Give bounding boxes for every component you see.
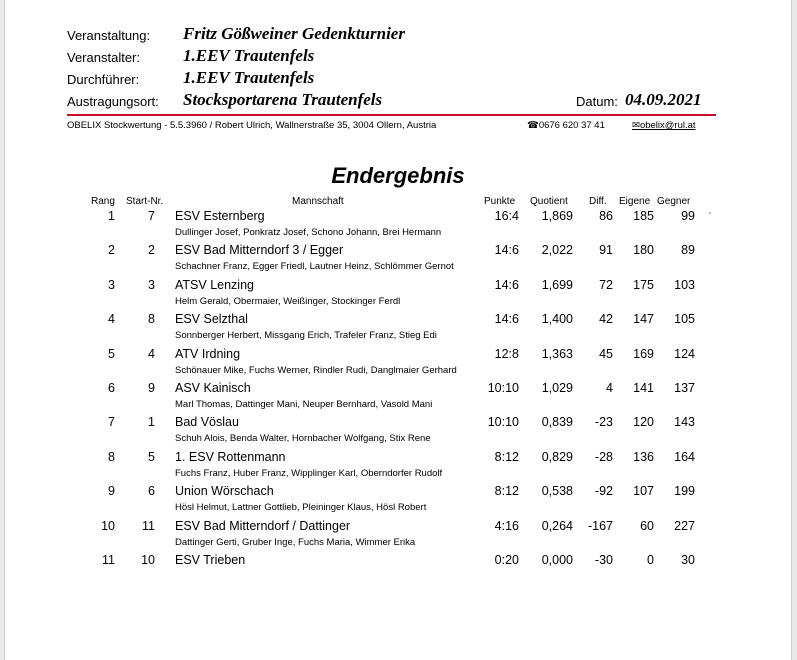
cell-rang: 11: [102, 553, 115, 567]
document-page: [4, 0, 792, 660]
cell-gegner: 227: [674, 518, 695, 533]
cell-quotient: 1,869: [541, 209, 573, 223]
table-row: [5, 381, 791, 415]
table-row: [5, 553, 791, 587]
header-divider: [67, 114, 716, 116]
event-value: Fritz Gößweiner Gedenkturnier: [183, 24, 405, 43]
software-credit: OBELIX Stockwertung - 5.5.3960 / Robert Ulrich, Wallnerstraße 35, 3004 Ollern, Austria: [67, 120, 437, 131]
date-label: Datum:: [576, 94, 618, 109]
cell-gegner: 30: [681, 553, 695, 567]
cell-gegner: 105: [674, 312, 695, 327]
cell-start: 1: [148, 415, 155, 430]
cell-start: 4: [148, 346, 155, 361]
cell-eigene: 0: [647, 553, 654, 567]
cell-players: Helm Gerald, Obermaier, Weißinger, Stockinger Ferdl: [175, 295, 401, 307]
cell-eigene: 185: [633, 209, 654, 223]
cell-start: 11: [142, 518, 155, 533]
cell-players: Dullinger Josef, Ponkratz Josef, Schono Johann, Brei Hermann: [175, 227, 442, 238]
cell-punkte: 16:4: [494, 209, 519, 223]
cell-players: Sonnberger Herbert, Missgang Erich, Trafeler Franz, Stieg Edi: [175, 330, 437, 342]
cell-team: ATSV Lenzing: [175, 277, 254, 292]
date-value: 04.09.2021: [625, 90, 702, 109]
phone-number: ☎0676 620 37 41: [527, 120, 605, 131]
cell-players: Marl Thomas, Dattinger Mani, Neuper Bernhard, Vasold Mani: [175, 399, 433, 410]
col-header-team: Mannschaft: [292, 196, 344, 207]
table-row: [5, 243, 791, 277]
col-header-eigene: Eigene: [619, 196, 651, 207]
cell-gegner: 143: [674, 415, 695, 430]
cell-team: ASV Kainisch: [175, 381, 251, 395]
cell-team: ESV Bad Mitterndorf / Dattinger: [175, 518, 351, 533]
cell-rang: 8: [108, 449, 115, 464]
cell-players: Schachner Franz, Egger Friedl, Lautner Heinz, Schlömmer Gernot: [175, 261, 454, 273]
cell-players: Schönauer Mike, Fuchs Werner, Rindler Rudi, Danglmaier Gerhard: [175, 364, 457, 376]
cell-quotient: 2,022: [541, 243, 573, 258]
cell-diff: -23: [594, 415, 613, 430]
cell-players: Schuh Alois, Benda Walter, Hornbacher Wolfgang, Stix Rene: [175, 433, 431, 445]
col-header-rang: Rang: [91, 196, 115, 207]
cell-team: Union Wörschach: [175, 484, 274, 499]
cell-quotient: 0,829: [541, 449, 573, 464]
table-row: [5, 450, 791, 484]
cell-punkte: 4:16: [494, 518, 519, 533]
cell-punkte: 14:6: [494, 277, 519, 292]
cell-gegner: 99: [681, 209, 695, 223]
cell-quotient: 0,264: [541, 518, 573, 533]
executor-label: Durchführer:: [67, 72, 140, 87]
organizer-value: 1.EEV Trautenfels: [183, 46, 315, 65]
cell-punkte: 8:12: [494, 449, 519, 464]
table-row: [5, 347, 791, 381]
cell-diff: 72: [599, 277, 613, 292]
cell-eigene: 136: [633, 449, 654, 464]
cell-diff: 91: [599, 243, 613, 258]
cell-start: 8: [148, 312, 155, 327]
cell-quotient: 1,029: [541, 381, 573, 395]
cell-diff: 45: [599, 346, 613, 361]
col-header-start: Start-Nr.: [126, 196, 164, 207]
cell-start: 10: [141, 553, 155, 567]
cell-gegner: 124: [674, 346, 695, 361]
cell-team: ATV Irdning: [175, 346, 241, 361]
table-row: [5, 312, 791, 346]
cell-punkte: 10:10: [487, 415, 519, 430]
cell-team: ESV Bad Mitterndorf 3 / Egger: [175, 243, 344, 258]
stray-mark: ': [709, 211, 711, 222]
cell-rang: 2: [108, 243, 115, 258]
cell-diff: 42: [599, 312, 613, 327]
cell-gegner: 89: [681, 243, 695, 258]
cell-diff: 86: [599, 209, 613, 223]
cell-diff: -167: [587, 518, 613, 533]
cell-quotient: 0,839: [541, 415, 573, 430]
cell-diff: 4: [606, 381, 613, 395]
table-row: [5, 278, 791, 312]
cell-team: Bad Vöslau: [175, 415, 239, 430]
venue-label: Austragungsort:: [67, 94, 159, 109]
cell-rang: 5: [108, 346, 115, 361]
cell-gegner: 164: [674, 449, 695, 464]
cell-start: 5: [148, 449, 155, 464]
cell-punkte: 14:6: [494, 312, 519, 327]
cell-punkte: 12:8: [494, 346, 519, 361]
cell-punkte: 10:10: [487, 381, 519, 395]
cell-eigene: 60: [640, 518, 654, 533]
cell-start: 3: [148, 277, 155, 292]
cell-rang: 7: [108, 415, 115, 430]
cell-quotient: 0,000: [541, 553, 573, 567]
cell-eigene: 169: [633, 346, 654, 361]
cell-rang: 6: [108, 381, 115, 395]
cell-team: 1. ESV Rottenmann: [175, 449, 286, 464]
cell-team: ESV Esternberg: [175, 209, 265, 223]
cell-punkte: 8:12: [494, 484, 519, 499]
cell-eigene: 107: [633, 484, 654, 499]
organizer-label: Veranstalter:: [67, 50, 140, 65]
email-link[interactable]: ✉obelix@rul.at: [632, 120, 696, 131]
cell-punkte: 0:20: [494, 553, 519, 567]
table-row: [5, 519, 791, 553]
table-row: [5, 209, 791, 243]
col-header-punkte: Punkte: [484, 196, 516, 207]
cell-quotient: 1,363: [541, 346, 573, 361]
cell-team: ESV Selzthal: [175, 312, 248, 327]
cell-quotient: 0,538: [541, 484, 573, 499]
cell-eigene: 147: [633, 312, 654, 327]
cell-players: Hösl Helmut, Lattner Gottlieb, Pleininger Klaus, Hösl Robert: [175, 502, 427, 514]
table-row: [5, 484, 791, 518]
cell-eigene: 141: [633, 381, 654, 395]
cell-rang: 4: [108, 312, 115, 327]
event-label: Veranstaltung:: [67, 28, 151, 43]
cell-quotient: 1,400: [541, 312, 573, 327]
cell-diff: -30: [594, 553, 613, 567]
cell-rang: 1: [108, 209, 115, 223]
cell-rang: 9: [108, 484, 115, 499]
cell-gegner: 103: [674, 277, 695, 292]
cell-players: Fuchs Franz, Huber Franz, Wipplinger Karl, Oberndorfer Rudolf: [175, 467, 443, 479]
cell-gegner: 199: [674, 484, 695, 499]
cell-gegner: 137: [674, 381, 695, 395]
cell-start: 2: [148, 243, 155, 258]
col-header-diff: Diff.: [589, 196, 607, 207]
cell-start: 9: [148, 381, 155, 395]
cell-eigene: 180: [633, 243, 654, 258]
cell-diff: -92: [594, 484, 613, 499]
cell-eigene: 120: [633, 415, 654, 430]
cell-start: 7: [148, 209, 155, 223]
table-row: [5, 415, 791, 449]
cell-rang: 3: [108, 277, 115, 292]
col-header-quotient: Quotient: [530, 196, 568, 207]
cell-start: 6: [148, 484, 155, 499]
executor-value: 1.EEV Trautenfels: [183, 68, 315, 87]
cell-punkte: 14:6: [494, 243, 519, 258]
venue-value: Stocksportarena Trautenfels: [183, 90, 383, 109]
cell-players: Dattinger Gerti, Gruber Inge, Fuchs Maria, Wimmer Erika: [175, 536, 416, 548]
cell-eigene: 175: [633, 277, 654, 292]
cell-team: ESV Trieben: [175, 553, 246, 567]
col-header-gegner: Gegner: [657, 196, 691, 207]
cell-quotient: 1,699: [541, 277, 573, 292]
page-title: Endergebnis: [331, 163, 465, 188]
cell-rang: 10: [101, 518, 115, 533]
cell-diff: -28: [594, 449, 613, 464]
